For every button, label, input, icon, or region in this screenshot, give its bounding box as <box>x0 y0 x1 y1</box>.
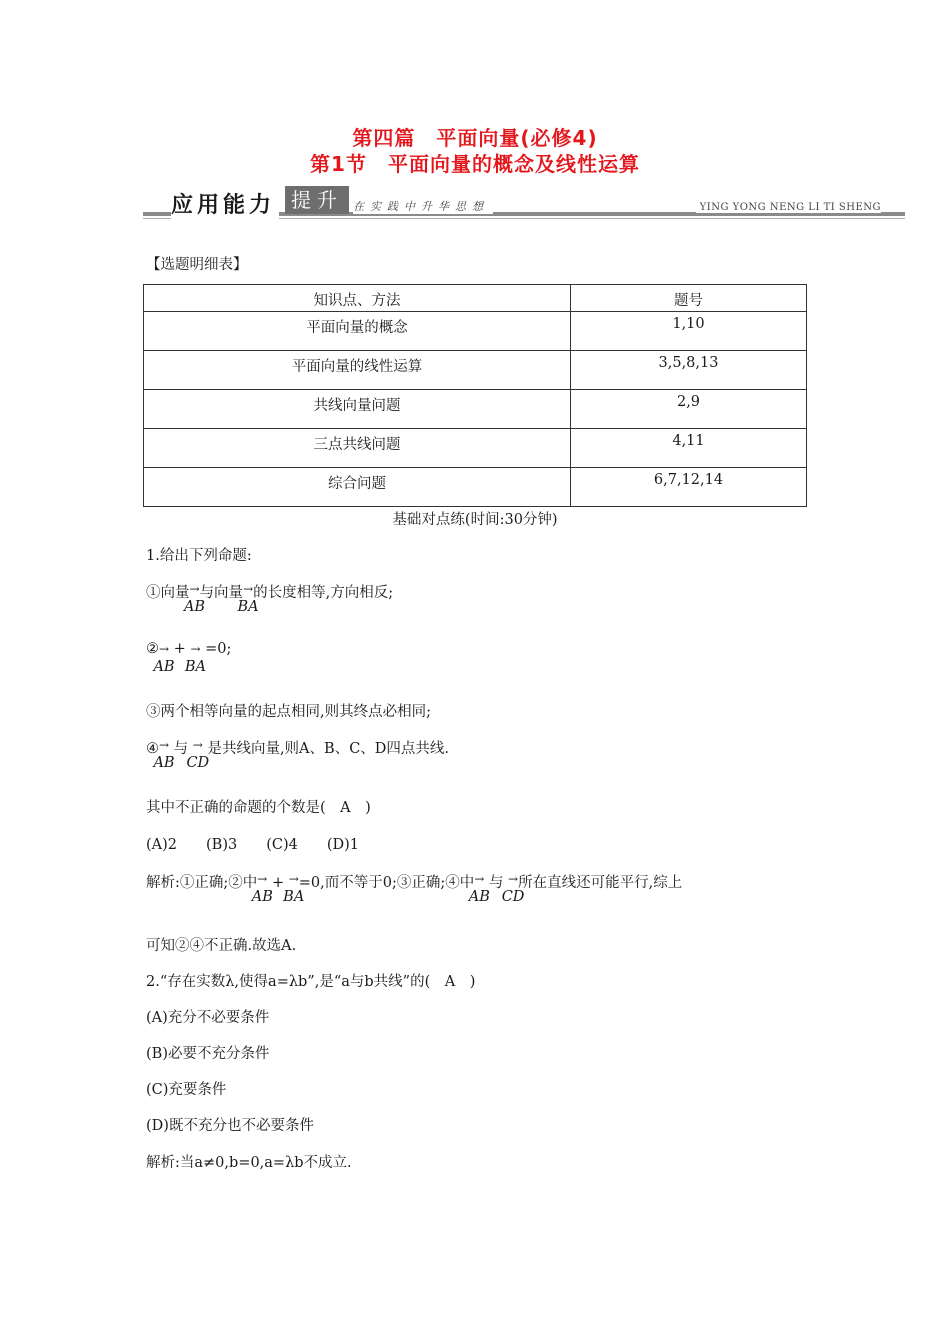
vector-arrow-icon: → <box>474 872 485 886</box>
vector-ba <box>237 581 259 615</box>
table-label: 【选题明细表】 <box>146 257 248 273</box>
vector-cd <box>501 871 525 905</box>
table-header-cell: 题号 <box>571 285 807 312</box>
table-row <box>144 468 807 507</box>
vector-ab <box>468 871 490 905</box>
table-row <box>144 351 807 390</box>
vector-label: BA <box>283 889 305 905</box>
text-segment: 的长度相等,方向相反; <box>253 585 394 601</box>
practice-caption: 基础对点练(时间:30分钟) <box>392 512 558 528</box>
text-segment: 所在直线还可能平行,综上 <box>518 875 683 891</box>
q2-option-d: (D)既不充分也不必要条件 <box>146 1118 314 1134</box>
vector-label: CD <box>501 889 525 905</box>
vector-ab <box>153 641 175 675</box>
vector-arrow-icon: → <box>243 582 254 596</box>
table-cell: 平面向量的线性运算 <box>144 351 571 390</box>
q1-solution-cont: 可知②④不正确.故选A. <box>146 938 297 954</box>
vector-ab <box>251 871 273 905</box>
table-cell: 共线向量问题 <box>144 390 571 429</box>
table-cell: 综合问题 <box>144 468 571 507</box>
q1-solution <box>146 871 683 905</box>
q2-stem: 2.“存在实数λ,使得a=λb”,是“a与b共线”的( A ) <box>146 974 476 990</box>
q2-option-b: (B)必要不充分条件 <box>146 1046 270 1062</box>
vector-arrow-icon: → <box>159 642 170 656</box>
section-banner <box>143 186 905 220</box>
q2-solution: 解析:当a≠0,b=0,a=λb不成立. <box>146 1155 352 1171</box>
banner-subtitle: 在实践中升华思想 <box>353 198 493 214</box>
text-segment: 与 <box>173 741 189 757</box>
topic-table <box>143 284 807 507</box>
vector-arrow-icon: → <box>257 872 268 886</box>
vector-label: BA <box>237 599 259 615</box>
vector-label: AB <box>468 889 490 905</box>
table-row <box>144 390 807 429</box>
section-title: 第1节 平面向量的概念及线性运算 <box>310 152 640 176</box>
text-segment: ④ <box>146 741 159 757</box>
text-segment: + <box>271 875 285 891</box>
table-header-row <box>144 285 807 312</box>
q1-options: (A)2 (B)3 (C)4 (D)1 <box>146 837 360 853</box>
vector-cd <box>186 737 210 771</box>
vector-ba <box>184 641 207 675</box>
table-cell: 3,5,8,13 <box>571 351 807 390</box>
table-header-cell: 知识点、方法 <box>144 285 571 312</box>
text-segment: ② <box>146 641 159 657</box>
table-cell: 三点共线问题 <box>144 429 571 468</box>
banner-main-text: 应用能力 <box>171 188 279 219</box>
text-segment: 与向量 <box>199 585 244 601</box>
table-row <box>144 312 807 351</box>
vector-ba <box>283 871 305 905</box>
q1-proposition-4 <box>146 737 450 771</box>
vector-label: CD <box>186 755 210 771</box>
q1-question: 其中不正确的命题的个数是( A ) <box>146 800 371 816</box>
vector-label: AB <box>251 889 273 905</box>
banner-box-text: 提升 <box>285 186 349 214</box>
banner-pinyin: YING YONG NENG LI TI SHENG <box>696 202 881 213</box>
table-row <box>144 429 807 468</box>
q1-stem: 1.给出下列命题: <box>146 548 252 564</box>
text-segment: =0,而不等于0;③正确;④中 <box>298 875 475 891</box>
vector-label: AB <box>153 659 175 675</box>
vector-arrow-icon: → <box>189 582 200 596</box>
q1-proposition-3: ③两个相等向量的起点相同,则其终点必相同; <box>146 704 431 720</box>
vector-arrow-icon: → <box>190 642 201 656</box>
table-cell: 平面向量的概念 <box>144 312 571 351</box>
q2-option-c: (C)充要条件 <box>146 1082 227 1098</box>
vector-ab <box>183 581 206 615</box>
vector-label: AB <box>183 599 206 615</box>
vector-arrow-icon: → <box>508 872 519 886</box>
text-segment: 解析:①正确;②中 <box>146 875 258 891</box>
text-segment: =0; <box>205 641 232 657</box>
q2-option-a: (A)充分不必要条件 <box>146 1010 270 1026</box>
vector-arrow-icon: → <box>159 738 170 752</box>
vector-arrow-icon: → <box>192 738 203 752</box>
q1-proposition-2 <box>146 641 232 675</box>
text-segment: + <box>173 641 186 657</box>
vector-label: BA <box>184 659 207 675</box>
q1-proposition-1 <box>146 581 394 615</box>
text-segment: 是共线向量,则A、B、C、D四点共线. <box>207 741 450 757</box>
text-segment: 与 <box>488 875 504 891</box>
vector-label: AB <box>153 755 175 771</box>
vector-arrow-icon: → <box>288 872 299 886</box>
table-cell: 4,11 <box>571 429 807 468</box>
chapter-title: 第四篇 平面向量(必修4) <box>352 126 598 150</box>
table-cell: 1,10 <box>571 312 807 351</box>
table-cell: 2,9 <box>571 390 807 429</box>
vector-ab <box>153 737 175 771</box>
table-cell: 6,7,12,14 <box>571 468 807 507</box>
text-segment: ①向量 <box>146 585 190 601</box>
